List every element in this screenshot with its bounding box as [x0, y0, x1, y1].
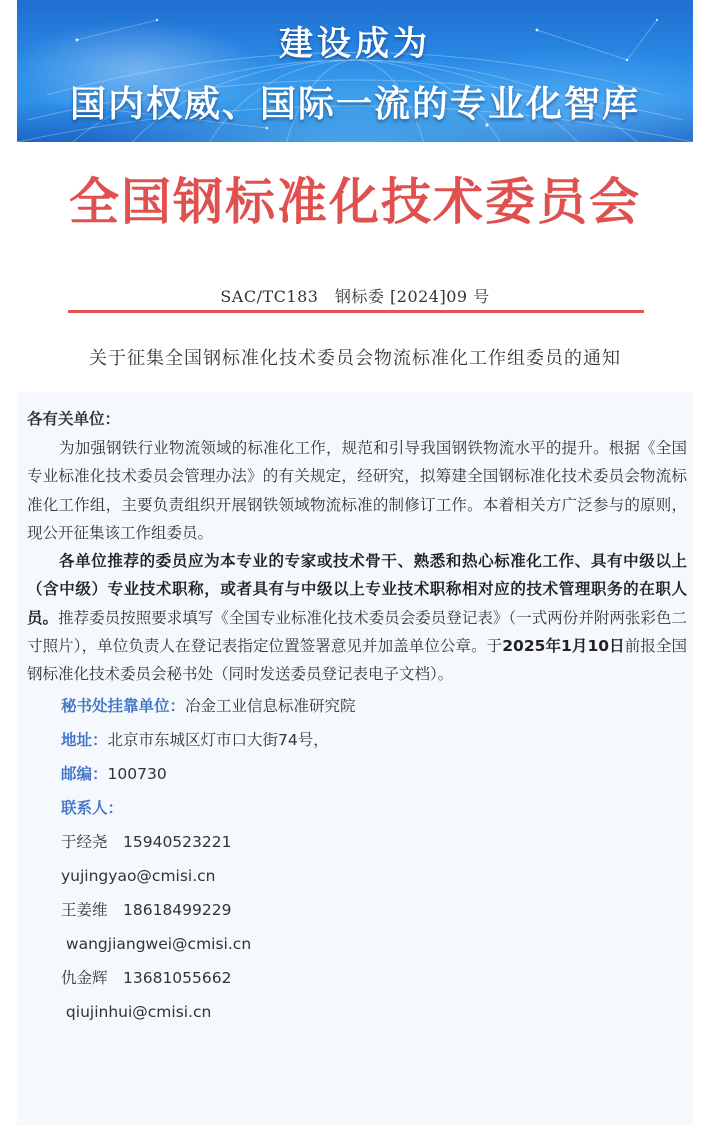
contact-line[interactable]	[27, 859, 687, 893]
banner-slogan-line2: 国内权威、国际一流的专业化智库	[69, 84, 640, 125]
address-label: 地址：	[61, 730, 108, 749]
address-row	[27, 723, 687, 757]
contact-line	[27, 961, 687, 995]
notice-title: 关于征集全国钢标准化技术委员会物流标准化工作组委员的通知	[89, 348, 621, 369]
contact-line[interactable]	[27, 927, 687, 961]
contact-email-link[interactable]: qiujinhui@cmisi.cn	[61, 1002, 212, 1021]
contact-line[interactable]	[27, 995, 687, 1029]
contact-email-link[interactable]: yujingyao@cmisi.cn	[61, 866, 216, 885]
banner-slogan-line1: 建设成为	[279, 24, 431, 64]
deadline-date: 2025年1月10日	[502, 637, 625, 656]
requirements-text: 推荐委员按照要求填写《全国专业标准化技术委员会委员登记表》（一式两份并附两张彩色二寸照片），单位负责人在登记表指定位置签署意见并加盖单位公章。于	[27, 608, 687, 656]
contact-name-phone: 王姜维 18618499229	[61, 900, 232, 919]
requirements-bold-text: 各单位推荐的委员应为本专业的专家或技术骨干、熟悉和热心标准化工作、具有中级以上（含中级）专业技术职称，或者具有与中级以上专业技术职称相对应的技术管理职务的在职人员。	[27, 552, 687, 627]
organization-title: 全国钢标准化技术委员会	[69, 172, 641, 231]
postcode-label: 邮编：	[61, 764, 108, 783]
contact-name-phone: 仇金辉 13681055662	[61, 968, 232, 987]
contact-line	[27, 893, 687, 927]
postcode-row	[27, 757, 687, 791]
paragraph-requirements	[27, 547, 687, 688]
postcode-value: 100730	[107, 764, 167, 783]
contact-line	[27, 825, 687, 859]
banner	[17, 0, 693, 142]
secretariat-value: 冶金工业信息标准研究院	[185, 696, 356, 715]
secretariat-label: 秘书处挂靠单位：	[61, 696, 186, 715]
salutation: 各有关单位：	[27, 410, 121, 428]
red-divider-line	[68, 310, 644, 313]
document-number: SAC/TC183 钢标委 [2024]09 号	[220, 287, 490, 306]
requirements-tail-text: 前报全国钢标准化技术委员会秘书处（同时发送委员登记表电子文档）。	[27, 637, 687, 684]
contact-name-phone: 于经尧 15940523221	[61, 832, 232, 851]
notice-body	[27, 404, 687, 1029]
contact-email-link[interactable]: wangjiangwei@cmisi.cn	[61, 934, 252, 953]
contact-person-row	[27, 791, 687, 825]
secretariat-row	[27, 689, 687, 723]
contact-person-label: 联系人：	[61, 798, 124, 817]
address-value: 北京市东城区灯市口大街74号，	[107, 730, 329, 749]
paragraph-purpose: 为加强钢铁行业物流领域的标准化工作，规范和引导我国钢铁物流水平的提升。根据《全国专业标准化技术委员会管理办法》的有关规定，经研究，拟筹建全国钢标准化技术委员会物流标准化工作组，主要负责组织开展钢铁领域物流标准的制修订工作。本着相关方广泛参与的原则，现公开征集该工作组委员。	[27, 439, 687, 542]
